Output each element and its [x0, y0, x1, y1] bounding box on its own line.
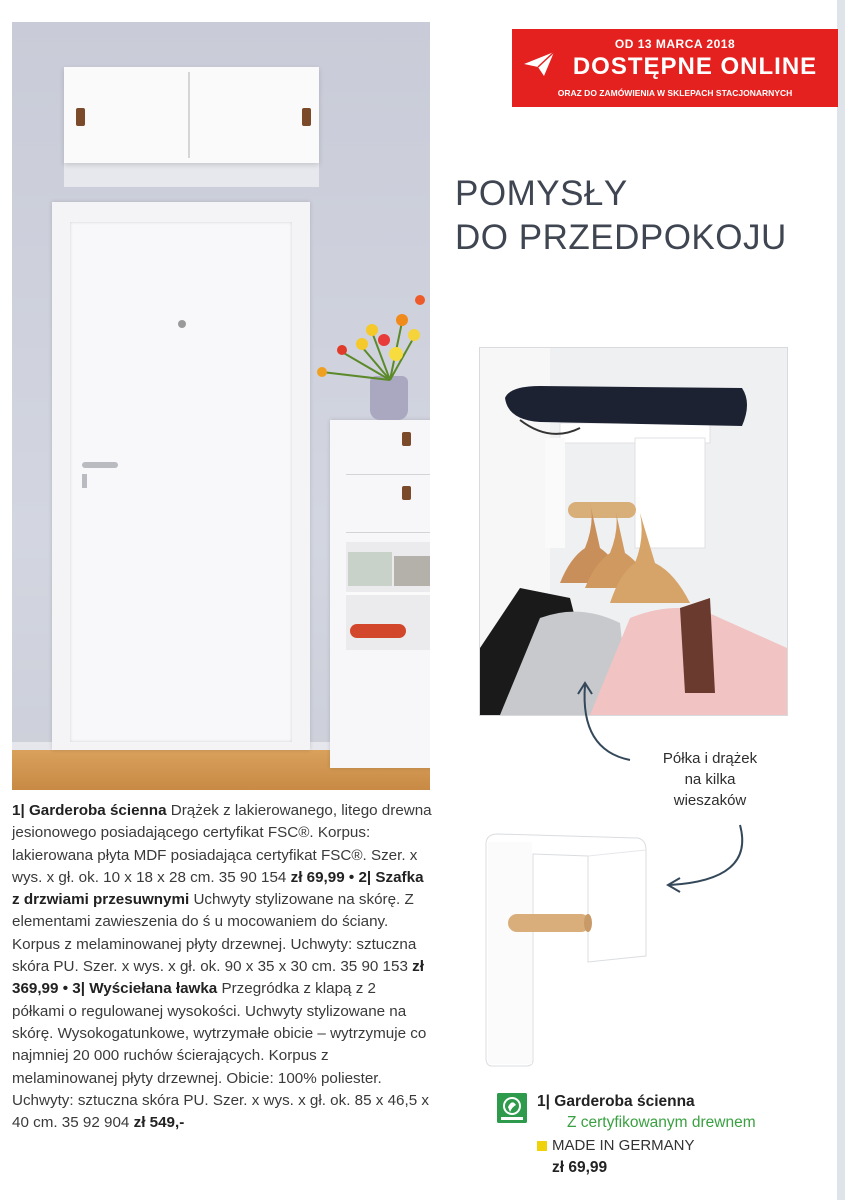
leather-handle — [402, 486, 411, 500]
online-availability-banner — [512, 29, 838, 107]
product-description: 1| Garderoba ścienna Drążek z lakierowanego, litego drewna jesionowego posiadającego certyfikat FSC®. Korpus: lakierowana płyta MDF posiadająca certyfikat FSC®. Szer. x wys. x gł. ok. 10 x 18 x 28 cm. 35 90 154 zł 69,99 • 2| Szafka z drzwiami przesuwnymi Uchwyty stylizowane na skórę. Z elementami zawieszenia do ś u mocowaniem do ściany. Korpus z melaminowanej płyty drzewnej. Uchwyty: sztuczna skóra PU. Szer. x wys. x gł. ok. 90 x 35 x 30 cm. 35 90 153 zł 369,99 • 3| Wyściełana ławka Przegródka z klapą z 2 półkami o regulowanej wysokości. Uchwyty stylizowane na skórę. Wysokogatunkowe, wytrzymałe obicie – wytrzymuje co najmniej 20 000 ruchów ścierających. Korpus z melaminowanej płyty drzewnej. Obicie: 100% poliester. Uchwyty: sztuczna skóra PU. Szer. x wys. x gł. ok. 85 x 46,5 x 40 cm. 35 92 904 zł 549,- — [12, 802, 432, 1132]
bullet-square — [537, 1141, 547, 1151]
flower-bouquet-icon — [302, 292, 430, 382]
headline-line-2: DO PRZEDPOKOJU — [455, 218, 787, 257]
white-door — [70, 222, 292, 742]
item-number: 1| — [12, 802, 25, 819]
product-photo-coat-rack — [479, 347, 788, 716]
banner-subline: ORAZ DO ZAMÓWIENIA W SKLEPACH STACJONARNYCH — [557, 88, 793, 98]
item-price: zł 69,99 — [290, 868, 345, 886]
coat-rack-photo — [480, 348, 787, 715]
item-price: zł 549,- — [133, 1114, 185, 1132]
label-price: zł 69,99 — [552, 1159, 608, 1176]
item-text: Drążek z lakierowanego, litego drewna jesionowego posiadającego certyfikat FSC®. Korpus: lakierowana płyta MDF posiadająca certyfikat FSC®. Szer. x wys. x gł. ok. 10 x 18 x 28 cm. 35 90 154 — [12, 802, 432, 886]
item-name: Szafka z drzwiami przesuwnymi — [12, 868, 424, 909]
paper-plane-icon — [522, 50, 556, 78]
shoes — [350, 624, 406, 638]
fsc-logo-icon — [497, 1093, 527, 1123]
item-name: Wyściełana ławka — [89, 980, 218, 998]
banner-headline: DOSTĘPNE ONLINE — [572, 53, 818, 80]
shelf-product-illustration — [478, 828, 653, 1068]
leather-handle — [302, 108, 311, 126]
vase — [370, 376, 408, 420]
door-handle — [82, 462, 118, 468]
page-edge — [837, 0, 845, 1200]
leather-handle — [76, 108, 85, 126]
banner-date: OD 13 MARCA 2018 — [614, 37, 736, 51]
sliding-door-wall-cabinet — [64, 67, 319, 163]
hallway-photo — [12, 22, 430, 790]
item-number: 2| — [358, 868, 372, 886]
item-name: Garderoba ścienna — [28, 802, 167, 819]
item-price: zł 369,99 — [12, 958, 424, 998]
item-text: Przegródka z klapą z 2 półkami o regulowanej wysokości. Uchwyty stylizowane na skórę. Wysokogatunkowe, wytrzymałe obicie – wytrzymuje co najmniej 20 000 ruchów ścierających. Korpus z melaminowanej płyty drzewnej. Obicie: 100% poliester. Uchwyty: sztuczna skóra PU. Szer. x wys. x gł. ok. 85 x 46,5 x 40 cm. 35 92 904 — [12, 980, 429, 1132]
storage-box — [394, 556, 430, 586]
page-headline — [455, 172, 835, 260]
headline-line-1: POMYSŁY — [455, 174, 628, 213]
label-title: 1| Garderoba ścienna — [537, 1093, 695, 1110]
label-origin: MADE IN GERMANY — [552, 1137, 695, 1154]
callout-caption: Półka i drążek na kilka wieszaków — [662, 750, 758, 809]
leather-handle — [402, 432, 411, 446]
label-subtitle: Z certyfikowanym drewnem — [567, 1114, 756, 1131]
item-number: 3| — [72, 980, 85, 998]
peephole — [178, 320, 186, 328]
item-text: Uchwyty stylizowane na skórę. Z elementami zawieszenia do ś u mocowaniem do ściany. Korpus z melaminowanej płyty drzewnej. Uchwyty: sztuczna skóra PU. Szer. x wys. x gł. ok. 90 x 35 x 30 cm. 35 90 153 — [12, 891, 417, 976]
storage-box — [348, 552, 392, 586]
